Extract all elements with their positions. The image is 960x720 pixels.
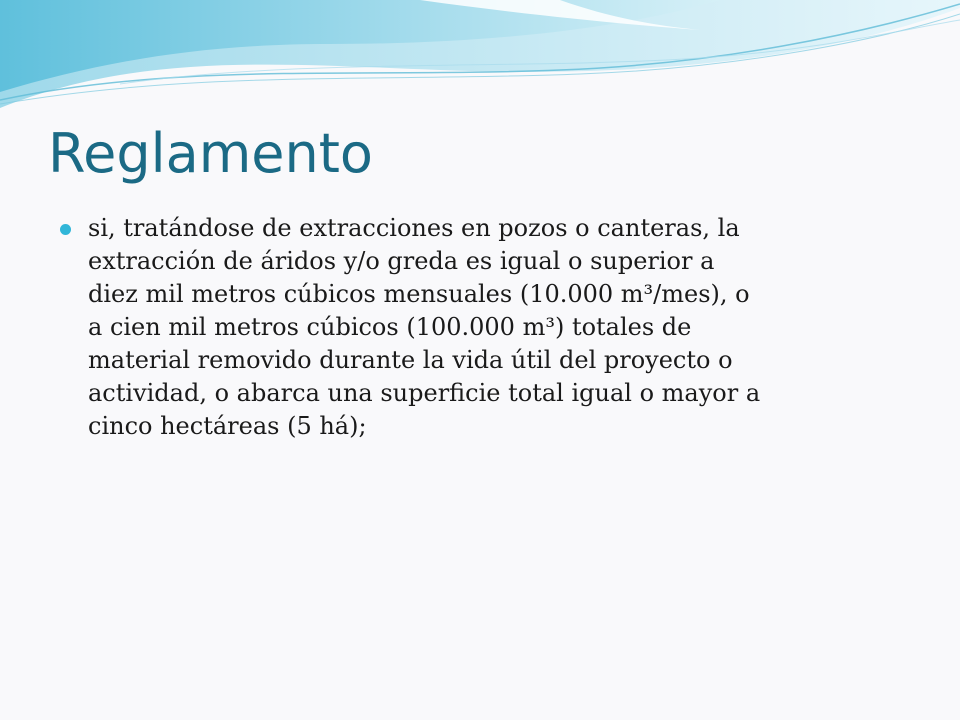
slide-body	[60, 212, 920, 443]
slide-title: Reglamento	[48, 122, 373, 185]
bullet-text: si, tratándose de extracciones en pozos o canteras, la extracción de áridos y/o greda es igual o superior a diez mil metros cúbicos mensuales (10.000 m³/mes), o a cien mil metros cúbicos (100.000 m³) totales de material removido durante la vida útil del proyecto o actividad, o abarca una superficie total igual o mayor a cinco hectáreas (5 há);	[88, 214, 761, 440]
bullet-item	[60, 212, 920, 443]
header-wave-decoration	[0, 0, 960, 120]
bullet-dot-icon	[60, 224, 71, 235]
